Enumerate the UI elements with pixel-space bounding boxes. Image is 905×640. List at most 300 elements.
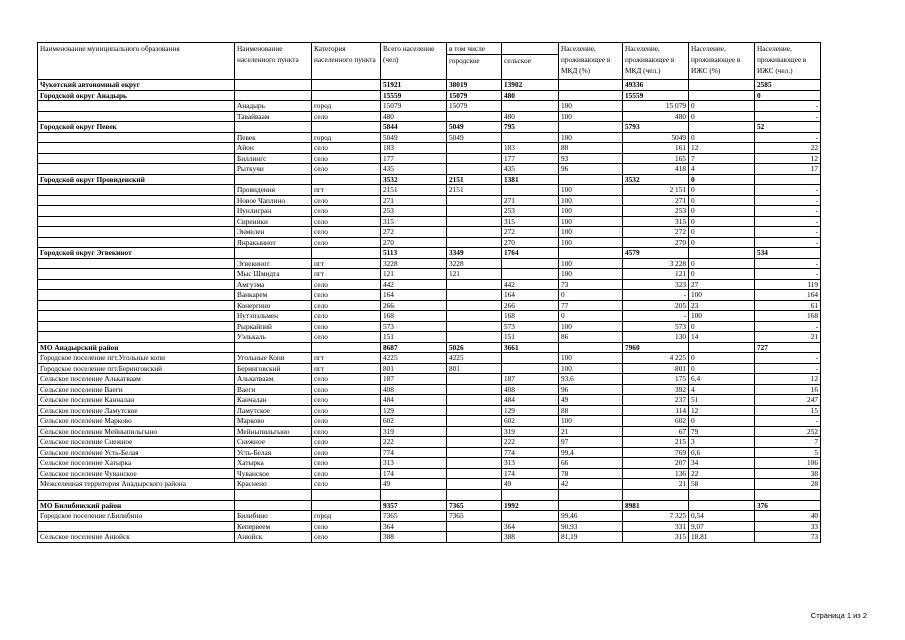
- cell-category: город: [312, 101, 381, 112]
- cell-mkd-people: 272: [623, 227, 689, 238]
- cell-izhs-pct: 0: [689, 101, 755, 112]
- cell-municipality: [38, 164, 235, 175]
- cell-urban: 5026: [447, 342, 502, 353]
- cell-municipality: Сельское поселение Ламутское: [38, 405, 235, 416]
- cell-municipality: [38, 101, 235, 112]
- cell-izhs-pct: 0: [689, 269, 755, 280]
- cell-izhs-people: 28: [755, 479, 821, 490]
- cell-settlement: Тавайваам: [235, 111, 312, 122]
- cell-municipality: [38, 300, 235, 311]
- cell-municipality: [38, 332, 235, 343]
- cell-izhs-pct: 18,81: [689, 532, 755, 543]
- cell-izhs-pct: 0: [689, 227, 755, 238]
- table-row: [38, 374, 821, 385]
- cell-izhs-pct: 0: [689, 258, 755, 269]
- cell-rural: 183: [502, 143, 559, 154]
- table-row: [38, 353, 821, 364]
- cell-izhs-people: 12: [755, 374, 821, 385]
- cell-urban: [447, 216, 502, 227]
- cell-rural: 484: [502, 395, 559, 406]
- cell-izhs-pct: [689, 489, 755, 500]
- cell-izhs-pct: 0: [689, 321, 755, 332]
- cell-total: 774: [381, 447, 447, 458]
- cell-settlement: Анюйск: [235, 532, 312, 543]
- cell-izhs-people: 534: [755, 248, 821, 259]
- cell-settlement: Биллингс: [235, 153, 312, 164]
- header-total: Всего население (чел): [381, 43, 447, 80]
- cell-mkd-people: 8981: [623, 500, 689, 511]
- cell-settlement: Нутэпэльмен: [235, 311, 312, 322]
- cell-category: село: [312, 416, 381, 427]
- cell-rural: 271: [502, 195, 559, 206]
- table-row: [38, 143, 821, 154]
- cell-total: 319: [381, 426, 447, 437]
- cell-izhs-pct: 0: [689, 174, 755, 185]
- table-row: [38, 237, 821, 248]
- cell-settlement: Рыткучи: [235, 164, 312, 175]
- cell-izhs-people: 15: [755, 405, 821, 416]
- cell-category: село: [312, 532, 381, 543]
- cell-urban: 5049: [447, 122, 502, 133]
- cell-municipality: Сельское поселение Хатырка: [38, 458, 235, 469]
- cell-izhs-people: -: [755, 206, 821, 217]
- cell-municipality: Городской округ Анадырь: [38, 90, 235, 101]
- cell-mkd-pct: 100: [559, 416, 623, 427]
- cell-category: село: [312, 479, 381, 490]
- cell-urban: 4225: [447, 353, 502, 364]
- cell-municipality: [38, 153, 235, 164]
- cell-rural: 168: [502, 311, 559, 322]
- cell-mkd-people: 136: [623, 468, 689, 479]
- table-row: [38, 258, 821, 269]
- cell-category: пгт: [312, 258, 381, 269]
- table-row: [38, 216, 821, 227]
- cell-izhs-pct: 100: [689, 290, 755, 301]
- cell-urban: 38019: [447, 80, 502, 91]
- cell-settlement: Новое Чаплино: [235, 195, 312, 206]
- cell-category: село: [312, 426, 381, 437]
- cell-izhs-pct: 27: [689, 279, 755, 290]
- cell-municipality: МО Билибинский район: [38, 500, 235, 511]
- cell-mkd-pct: [559, 342, 623, 353]
- cell-total: 253: [381, 206, 447, 217]
- cell-rural: [502, 353, 559, 364]
- header-mkd-people: Население, проживающее в МКД (чел.): [623, 43, 689, 80]
- cell-municipality: Сельское поселение Канчалан: [38, 395, 235, 406]
- cell-settlement: Мыс Шмидта: [235, 269, 312, 280]
- cell-mkd-pct: 0: [559, 311, 623, 322]
- header-settlement: Наименование населенного пункта: [235, 43, 312, 80]
- cell-settlement: Мейныпильгыно: [235, 426, 312, 437]
- cell-municipality: [38, 206, 235, 217]
- cell-izhs-people: -: [755, 111, 821, 122]
- cell-mkd-people: 5793: [623, 122, 689, 133]
- cell-mkd-pct: [559, 489, 623, 500]
- cell-izhs-pct: 34: [689, 458, 755, 469]
- cell-urban: [447, 374, 502, 385]
- cell-izhs-people: 727: [755, 342, 821, 353]
- cell-settlement: [235, 248, 312, 259]
- cell-mkd-people: 130: [623, 332, 689, 343]
- cell-municipality: [38, 227, 235, 238]
- table-row: [38, 437, 821, 448]
- cell-total: 484: [381, 395, 447, 406]
- cell-total: 7365: [381, 511, 447, 522]
- cell-urban: [447, 143, 502, 154]
- cell-total: 315: [381, 216, 447, 227]
- cell-mkd-pct: 100: [559, 216, 623, 227]
- cell-izhs-people: -: [755, 195, 821, 206]
- cell-mkd-pct: 66: [559, 458, 623, 469]
- cell-urban: [447, 290, 502, 301]
- cell-rural: 315: [502, 216, 559, 227]
- cell-izhs-people: 12: [755, 153, 821, 164]
- cell-izhs-pct: 23: [689, 300, 755, 311]
- cell-izhs-people: -: [755, 227, 821, 238]
- cell-settlement: [235, 80, 312, 91]
- cell-izhs-pct: [689, 500, 755, 511]
- table-row: [38, 532, 821, 543]
- cell-mkd-people: 5049: [623, 132, 689, 143]
- table-row-subtotal: [38, 90, 821, 101]
- cell-izhs-pct: 9,07: [689, 521, 755, 532]
- cell-rural: 1992: [502, 500, 559, 511]
- cell-mkd-pct: 77: [559, 300, 623, 311]
- header-mkd-pct: Население, проживающее в МКД (%): [559, 43, 623, 80]
- cell-category: село: [312, 153, 381, 164]
- cell-total: 187: [381, 374, 447, 385]
- cell-mkd-pct: 93,6: [559, 374, 623, 385]
- cell-municipality: Чукотский автономный округ: [38, 80, 235, 91]
- table-row: [38, 405, 821, 416]
- cell-izhs-people: [755, 489, 821, 500]
- cell-total: 177: [381, 153, 447, 164]
- cell-total: 8687: [381, 342, 447, 353]
- cell-total: 2151: [381, 185, 447, 196]
- cell-rural: [502, 132, 559, 143]
- cell-mkd-pct: 81,19: [559, 532, 623, 543]
- cell-municipality: [38, 489, 235, 500]
- cell-rural: 151: [502, 332, 559, 343]
- cell-rural: 795: [502, 122, 559, 133]
- header-urban: городское: [449, 56, 480, 65]
- cell-mkd-pct: 100: [559, 227, 623, 238]
- cell-urban: [447, 447, 502, 458]
- cell-rural: 774: [502, 447, 559, 458]
- cell-settlement: Уэлькаль: [235, 332, 312, 343]
- cell-rural: 3661: [502, 342, 559, 353]
- table-row: [38, 300, 821, 311]
- cell-category: село: [312, 290, 381, 301]
- cell-settlement: Провидения: [235, 185, 312, 196]
- cell-municipality: Сельское поселение Мейныпильгыно: [38, 426, 235, 437]
- cell-urban: [447, 489, 502, 500]
- cell-urban: 7365: [447, 511, 502, 522]
- cell-mkd-people: 271: [623, 195, 689, 206]
- cell-settlement: Угольные Копи: [235, 353, 312, 364]
- cell-mkd-pct: 100: [559, 111, 623, 122]
- cell-category: [312, 80, 381, 91]
- table-row: [38, 111, 821, 122]
- cell-izhs-pct: 58: [689, 479, 755, 490]
- cell-municipality: Городское поселение пгт.Угольные копи: [38, 353, 235, 364]
- cell-municipality: [38, 321, 235, 332]
- cell-izhs-people: 164: [755, 290, 821, 301]
- cell-urban: 2151: [447, 185, 502, 196]
- cell-category: пгт: [312, 363, 381, 374]
- cell-izhs-people: 16: [755, 384, 821, 395]
- cell-izhs-pct: 0: [689, 416, 755, 427]
- cell-izhs-people: -: [755, 237, 821, 248]
- cell-urban: 2151: [447, 174, 502, 185]
- cell-mkd-people: 15559: [623, 90, 689, 101]
- header-rural-cell: [502, 43, 559, 80]
- cell-category: [312, 90, 381, 101]
- cell-izhs-pct: 0,54: [689, 511, 755, 522]
- cell-settlement: [235, 174, 312, 185]
- cell-municipality: [38, 185, 235, 196]
- cell-total: 5113: [381, 248, 447, 259]
- cell-mkd-pct: 100: [559, 363, 623, 374]
- cell-rural: 272: [502, 227, 559, 238]
- cell-settlement: Краснено: [235, 479, 312, 490]
- table-row: [38, 279, 821, 290]
- cell-izhs-people: -: [755, 269, 821, 280]
- cell-izhs-people: 40: [755, 511, 821, 522]
- table-row: [38, 363, 821, 374]
- cell-settlement: Анадырь: [235, 101, 312, 112]
- cell-settlement: Амгуэма: [235, 279, 312, 290]
- cell-izhs-pct: 0: [689, 237, 755, 248]
- table-row: [38, 521, 821, 532]
- cell-mkd-pct: 21: [559, 426, 623, 437]
- cell-izhs-pct: 0: [689, 185, 755, 196]
- cell-mkd-people: 315: [623, 216, 689, 227]
- cell-mkd-pct: [559, 174, 623, 185]
- cell-mkd-people: 67: [623, 426, 689, 437]
- cell-izhs-people: 5: [755, 447, 821, 458]
- cell-rural: 1764: [502, 248, 559, 259]
- cell-izhs-people: 38: [755, 468, 821, 479]
- cell-settlement: Хатырка: [235, 458, 312, 469]
- cell-urban: [447, 279, 502, 290]
- cell-urban: [447, 458, 502, 469]
- cell-rural: 13902: [502, 80, 559, 91]
- cell-total: 15559: [381, 90, 447, 101]
- cell-total: 573: [381, 321, 447, 332]
- cell-rural: 442: [502, 279, 559, 290]
- cell-settlement: Чуванское: [235, 468, 312, 479]
- cell-izhs-people: 0: [755, 90, 821, 101]
- cell-izhs-pct: 0: [689, 353, 755, 364]
- cell-total: 49: [381, 479, 447, 490]
- cell-municipality: [38, 311, 235, 322]
- cell-rural: 222: [502, 437, 559, 448]
- cell-rural: [502, 489, 559, 500]
- cell-mkd-people: 801: [623, 363, 689, 374]
- cell-municipality: Городское поселение пгт.Беринговский: [38, 363, 235, 374]
- cell-mkd-people: 270: [623, 237, 689, 248]
- cell-rural: 177: [502, 153, 559, 164]
- cell-municipality: [38, 143, 235, 154]
- cell-mkd-pct: 78: [559, 468, 623, 479]
- cell-municipality: [38, 290, 235, 301]
- table-row: [38, 321, 821, 332]
- cell-category: село: [312, 458, 381, 469]
- cell-category: [312, 174, 381, 185]
- cell-izhs-pct: 14: [689, 332, 755, 343]
- table-row: [38, 290, 821, 301]
- cell-total: 164: [381, 290, 447, 301]
- cell-mkd-pct: 100: [559, 132, 623, 143]
- cell-mkd-pct: 100: [559, 269, 623, 280]
- table-row: [38, 332, 821, 343]
- cell-category: [312, 342, 381, 353]
- cell-total: 15079: [381, 101, 447, 112]
- cell-izhs-people: 247: [755, 395, 821, 406]
- cell-izhs-people: -: [755, 258, 821, 269]
- cell-urban: 5049: [447, 132, 502, 143]
- cell-izhs-people: -: [755, 416, 821, 427]
- cell-mkd-pct: [559, 248, 623, 259]
- cell-mkd-pct: 73: [559, 279, 623, 290]
- cell-rural: 49: [502, 479, 559, 490]
- cell-mkd-people: 7960: [623, 342, 689, 353]
- cell-municipality: [38, 111, 235, 122]
- cell-urban: [447, 479, 502, 490]
- header-municipality: Наименование муниципального образования: [38, 43, 235, 80]
- cell-mkd-pct: 96: [559, 384, 623, 395]
- cell-category: село: [312, 447, 381, 458]
- cell-category: село: [312, 384, 381, 395]
- cell-category: город: [312, 132, 381, 143]
- cell-category: село: [312, 227, 381, 238]
- table-row: [38, 384, 821, 395]
- cell-municipality: [38, 258, 235, 269]
- cell-settlement: Ванкарем: [235, 290, 312, 301]
- cell-izhs-people: -: [755, 216, 821, 227]
- cell-total: 183: [381, 143, 447, 154]
- cell-municipality: Сельское поселение Усть-Белая: [38, 447, 235, 458]
- cell-rural: 364: [502, 521, 559, 532]
- cell-urban: [447, 332, 502, 343]
- cell-municipality: Сельское поселение Снежное: [38, 437, 235, 448]
- cell-mkd-pct: 100: [559, 258, 623, 269]
- table-row: [38, 185, 821, 196]
- cell-izhs-pct: 51: [689, 395, 755, 406]
- cell-mkd-pct: 88: [559, 143, 623, 154]
- cell-mkd-pct: 42: [559, 479, 623, 490]
- cell-category: село: [312, 164, 381, 175]
- cell-municipality: [38, 237, 235, 248]
- cell-mkd-pct: 100: [559, 206, 623, 217]
- table-row: [38, 195, 821, 206]
- cell-urban: 801: [447, 363, 502, 374]
- cell-urban: [447, 384, 502, 395]
- cell-rural: [502, 511, 559, 522]
- cell-urban: [447, 321, 502, 332]
- cell-category: село: [312, 374, 381, 385]
- table-row: [38, 227, 821, 238]
- cell-settlement: Айон: [235, 143, 312, 154]
- cell-total: 5844: [381, 122, 447, 133]
- cell-rural: [502, 363, 559, 374]
- header-izhs-people: Население, проживающее в ИЖС (чел.): [755, 43, 821, 80]
- cell-urban: [447, 227, 502, 238]
- cell-mkd-pct: 100: [559, 101, 623, 112]
- cell-mkd-pct: 100: [559, 185, 623, 196]
- cell-rural: 480: [502, 90, 559, 101]
- cell-urban: [447, 468, 502, 479]
- cell-mkd-pct: 99,46: [559, 511, 623, 522]
- cell-total: 271: [381, 195, 447, 206]
- cell-izhs-pct: 4: [689, 384, 755, 395]
- cell-category: село: [312, 300, 381, 311]
- cell-rural: 602: [502, 416, 559, 427]
- cell-total: 5049: [381, 132, 447, 143]
- cell-izhs-pct: [689, 342, 755, 353]
- header-izhs-pct: Население, проживающее в ИЖС (%): [689, 43, 755, 80]
- cell-izhs-pct: 100: [689, 311, 755, 322]
- cell-izhs-pct: [689, 122, 755, 133]
- cell-mkd-people: 121: [623, 269, 689, 280]
- cell-category: село: [312, 195, 381, 206]
- cell-rural: 1381: [502, 174, 559, 185]
- cell-izhs-people: 2585: [755, 80, 821, 91]
- cell-izhs-people: 119: [755, 279, 821, 290]
- cell-total: 129: [381, 405, 447, 416]
- cell-rural: [502, 258, 559, 269]
- cell-mkd-pct: 96: [559, 164, 623, 175]
- cell-total: 480: [381, 111, 447, 122]
- cell-settlement: Канчалан: [235, 395, 312, 406]
- cell-mkd-pct: 93: [559, 153, 623, 164]
- cell-category: [312, 248, 381, 259]
- cell-mkd-pct: [559, 500, 623, 511]
- cell-mkd-people: 237: [623, 395, 689, 406]
- cell-category: село: [312, 216, 381, 227]
- cell-mkd-people: 392: [623, 384, 689, 395]
- table-row: [38, 458, 821, 469]
- cell-urban: [447, 437, 502, 448]
- cell-urban: [447, 206, 502, 217]
- cell-category: село: [312, 143, 381, 154]
- cell-izhs-people: -: [755, 132, 821, 143]
- cell-municipality: [38, 521, 235, 532]
- cell-municipality: Сельское поселение Алькатваам: [38, 374, 235, 385]
- cell-rural: [502, 269, 559, 280]
- cell-total: 602: [381, 416, 447, 427]
- cell-rural: 480: [502, 111, 559, 122]
- cell-settlement: Билибино: [235, 511, 312, 522]
- cell-total: 168: [381, 311, 447, 322]
- cell-municipality: [38, 132, 235, 143]
- cell-total: 151: [381, 332, 447, 343]
- cell-izhs-people: -: [755, 101, 821, 112]
- cell-category: село: [312, 437, 381, 448]
- cell-izhs-pct: 0: [689, 206, 755, 217]
- cell-rural: 187: [502, 374, 559, 385]
- cell-urban: [447, 237, 502, 248]
- cell-izhs-people: 61: [755, 300, 821, 311]
- cell-mkd-people: 3 228: [623, 258, 689, 269]
- header-incl: в том числе: [447, 43, 501, 55]
- cell-mkd-pct: 86: [559, 332, 623, 343]
- cell-mkd-people: 4 225: [623, 353, 689, 364]
- cell-settlement: Энмелен: [235, 227, 312, 238]
- cell-settlement: Рыркайпий: [235, 321, 312, 332]
- cell-total: 121: [381, 269, 447, 280]
